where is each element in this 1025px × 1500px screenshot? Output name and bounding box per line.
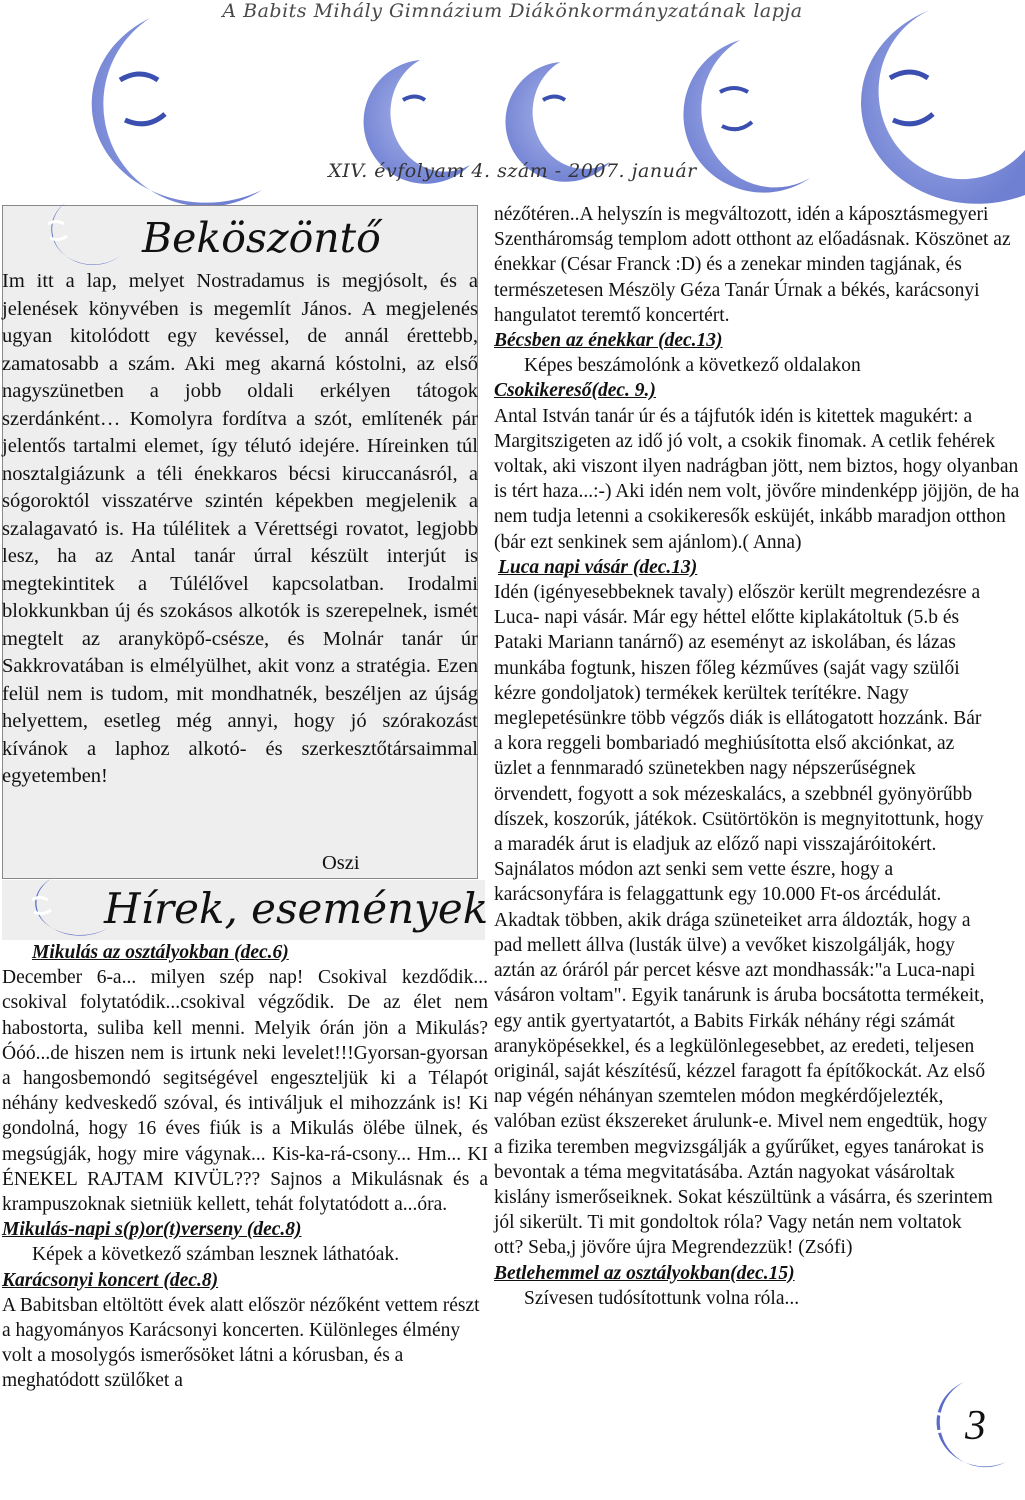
koncert-text: A Babitsban eltöltött évek alatt először nézőként vettem részt a hagyományos Karácsonyi koncerten. Különleges élmény volt a mosolygós ismerősöket látni a kórusban, és a meghatódott szülőket a — [2, 1294, 480, 1392]
betlehem-text: Szívesen tudósítottunk volna róla... — [524, 1287, 800, 1309]
mikulas-text: December 6-a... milyen szép nap! Csokival kezdődik... csokival folytatódik...csokival végződik. De az élet nem habostorta, suliba kell menni. Melyik órán jön a Mikulás? Óóó...de hiszen nem is irtunk neki levelet!!!Gyorsan-gyorsan a hangosbemondó segitségével engeszteljük ki a Télapót néhány kedveskedő szóval, és intiváljuk el mihozzánk is! Ki gondolná, hogy 16 éves fiúk is a Mikulás ölébe ülnek, és megsúgják, hogy mire vágynak... Kis-ka-rá-csony... Hm... KI ÉNEKEL RAJTAM KIVÜL??? Sajnos a Mikulásnak és a krampuszoknak sietniük kellett, tehát folytatódott a...óra. — [2, 967, 488, 1216]
moon-icon-page — [906, 1378, 1018, 1474]
intro-signature: Oszi — [322, 852, 360, 874]
news-right-column — [494, 202, 1022, 1311]
betlehem-title: Betlehemmel az osztályokban(dec.15) — [494, 1262, 795, 1284]
koncert-text-continued: nézőtéren..A helyszín is megváltozott, idén a káposztásmegyeri Szentháromság templom adott otthont az előadásnak. Köszönet az énekkar (César Franck :D) és a zenekar minden tagjának, és természetesen Mészöly Géza Tanár Úrnak a békés, karácsonyi hangulatot teremtő koncertért. — [494, 204, 1011, 326]
koncert-title: Karácsonyi koncert (dec.8) — [2, 1269, 219, 1291]
moon-icon-intro — [18, 198, 128, 270]
news-left-column — [2, 940, 488, 1394]
moon-icon-news — [4, 874, 114, 940]
mikulas-title: Mikulás az osztályokban (dec.6) — [32, 942, 289, 963]
luca-text: Idén (igényesebbeknek tavaly) először került megrendezésre a Luca- napi vásár. Már egy héttel előtte kiplakátoltuk (5.b és Pataki Mariann tanárnő) az eseményt az iskolában, és lázas munkába fogtunk, hiszen főleg kézműves (saját vagy szülői kézre gondoljatok) termékek kerültek terítékre. Nagy meglepetésünkre több végzős diák is ellátogatott hozzánk. Bár a kora reggeli bombariadó meghiúsította első akciónkat, az üzlet a fennmaradó szünetekben nagy népszerűségnek örvendett, fogyott a sok mézeskalács, a szebbnél gyönyörűbb díszek, koszorúk, játékok. Csütörtökön is megnyitottunk, hogy a maradék árut is eladjuk az előző napi visszajáróitokért. Sajnálatos módon azt senki sem vette észre, hogy a karácsonyfára is felaggattunk egy 10.000 Ft-os árcédulát. Akadtak többen, akik drága szüneteiket arra áldozták, hogy a pad mellett állva (lusták ülve) a vevőket kiszolgálják, hogy aztán az óráról pár percet késve azt mondhassák:"a Luca-napi vásáron voltam". Egyik tanárunk is áruba bocsátotta termékeit, egy antik gyertyatartót, a Babits Firkák néhány régi számát aranyköpésekkel, és a legkülönlegesebbet, az eredeti, teljesen originál, saját készítésű, kézzel faragott fa építőkockát. Az első nap végén néhányan szemtelen módon megkérdőjelezték, valóban ezüst ékszereket árulunk-e. Mivel nem engedtük, hogy a fizika teremben megvizsgálják a gyűrűket, egyes tanárokat is bevontak a téma megvitatásába. Aztán nagyokat vásároltak kislány ismerőseiknek. Sokat készültünk a vásárra, és szerintem jól sikerült. Ti mit gondoltok róla? Vagy netán nem voltatok ott? Seba,j jövőre újra Megrendezzük! (Zsófi) — [494, 582, 993, 1259]
becs-text: Képes beszámolónk a következő oldalakon — [524, 355, 861, 377]
page-number: 3 — [965, 1403, 986, 1449]
intro-heading: Beköszöntő — [142, 214, 381, 262]
masthead-title: A Babits Mihály Gimnázium Diákönkormányzatának lapja — [222, 0, 803, 22]
csoki-title: Csokikereső(dec. 9.) — [494, 380, 656, 402]
csoki-text: Antal István tanár úr és a tájfutók idén is kitettek magukért: a Margitszigeten az idő jó volt, a csokik finomak. A cetlik fehérek voltak, aki viszont ilyen nadrágban jött, nem biztos, hogy olyanban is tért haza...:-) Aki idén nem volt, jövőre mindenképp jöjjön, de ha nem tudja letenni a csokikeresők esküjét, inkább maradjon otthon (bár ezt senkinek sem ajánlom).( Anna) — [494, 405, 1020, 553]
sport-text: Képek a következő számban lesznek láthatóak. — [32, 1244, 400, 1266]
masthead — [0, 0, 1025, 205]
sport-title: Mikulás-napi s(p)or(t)verseny (dec.8) — [2, 1219, 302, 1241]
intro-text: Im itt a lap, melyet Nostradamus is megjósolt, és a jelenések könyvében is megemlít János. A megjelenés ugyan kitolódott egy kevéssel, de annál érettebb, zamatosabb a szám. Aki meg akarná kóstolni, az első nagyszünetben a jobb oldali erkélyen tátogok szerdánként… Komolyra fordítva a szót, említenék pár jelentős tartalmi elemet, így télutó idejére. Híreinken túl nosztalgiázunk a téli énekkaros bécsi kiruccanásról, a sógoroktól visszatérve szintén képekben megjelenik a szalagavató is. Ha túlélitek a Vérettségi rovatot, legjobb lesz, ha az Antal tanár úrral készült interjút is megtekintitek a Túlélővel kapcsolatban. Irodalmi blokkunkban új és szokásos alkotók is szerepelnek, ismét megtelt az aranyköpő-csésze, és Molnár tanár úr Sakkrovatában is elmélyülhet, akit vonz a stratégia. Ezen felül nem is tudom, mit mondhatnék, beszéljen az újság helyettem, esetleg még annyi, hogy jó szórakozást kívánok a laphoz alkotó- és szerkesztőtársaimmal egyetemben! — [2, 270, 478, 787]
luca-title: Luca napi vásár (dec.13) — [498, 556, 698, 578]
news-heading: Hírek, események — [104, 884, 489, 933]
masthead-issue: XIV. évfolyam 4. szám - 2007. január — [328, 160, 697, 182]
becs-title: Bécsben az énekkar (dec.13) — [494, 330, 723, 352]
